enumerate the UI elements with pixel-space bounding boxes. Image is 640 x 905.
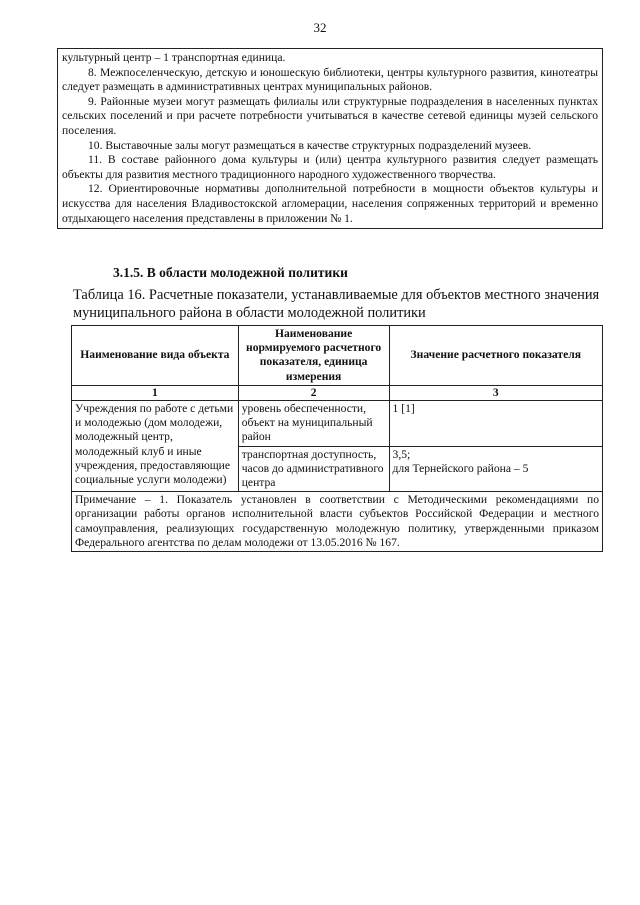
notes-paragraph: 9. Районные музеи могут размещать филиалы или структурные подразделения в населенных пунктах сельских поселений и при расчете потребности учитываться в качестве сетевой единицы музей сельского поселения. [62,94,598,137]
column-number: 2 [238,385,389,400]
value-text: для Тернейского района – 5 [392,461,529,475]
table-header-cell: Значение расчетного показателя [389,326,602,386]
column-number: 3 [389,385,602,400]
value-cell [389,401,602,492]
notes-paragraph: культурный центр – 1 транспортная единица. [62,51,286,64]
value-block [390,447,602,477]
indicator-cell [238,401,389,492]
value-text: 1 [1] [392,402,415,416]
page-number: 32 [313,20,327,35]
column-number-row [72,385,603,400]
notes-box [57,48,603,229]
object-name-cell: Учреждения по работе с детьми и молодежью (дом молодежи, молодежный центр, молодежный клуб и иные учреждения, предоставляющие социальные услуги молодежи) [72,401,239,492]
note-row [72,492,603,552]
notes-paragraph: 10. Выставочные залы могут размещаться в качестве структурных подразделений музеев. [88,138,532,152]
table-header-cell: Наименование вида объекта [72,326,239,386]
table-caption: Таблица 16. Расчетные показатели, устанавливаемые для объектов местного значения муниципального района в области молодежной политики [73,287,600,321]
indicator-text: транспортная доступность, часов до административного центра [241,447,384,490]
notes-paragraph: 8. Межпоселенческую, детскую и юношескую библиотеки, центры культурного развития, кинотеатры следует размещать в административных центрах муниципальных районов. [62,65,598,94]
indicators-table [71,325,603,552]
table-header-cell: Наименование нормируемого расчетного показателя, единица измерения [238,326,389,386]
value-block [390,401,602,447]
table-row [72,401,603,492]
notes-paragraph: 11. В составе районного дома культуры и (или) центра культурного развития следует размещать объекты для развития местного традиционного народного художественного творчества. [62,153,598,181]
column-number: 1 [72,385,239,400]
table-note: Примечание – 1. Показатель установлен в соответствии с Методическими рекомендациями по организации работы органов исполнительной власти субъектов Российской Федерации и местного самоуправления, реализующих государственную молодежную политику, утвержденными приказом Федерального агентства по делам молодежи от 13.05.2016 № 167. [72,492,603,552]
indicator-text: уровень обеспеченности, объект на муниципальный район [239,401,389,447]
table-header-row [72,326,603,386]
notes-paragraph: 12. Ориентировочные нормативы дополнительной потребности в мощности объектов культуры и искусства для населения Владивостокской агломерации, населения сопряженных территорий и временно отдыхающего населения представлены в приложении № 1. [62,182,598,225]
value-text: 3,5; [392,447,411,461]
section-heading: 3.1.5. В области молодежной политики [113,265,348,280]
